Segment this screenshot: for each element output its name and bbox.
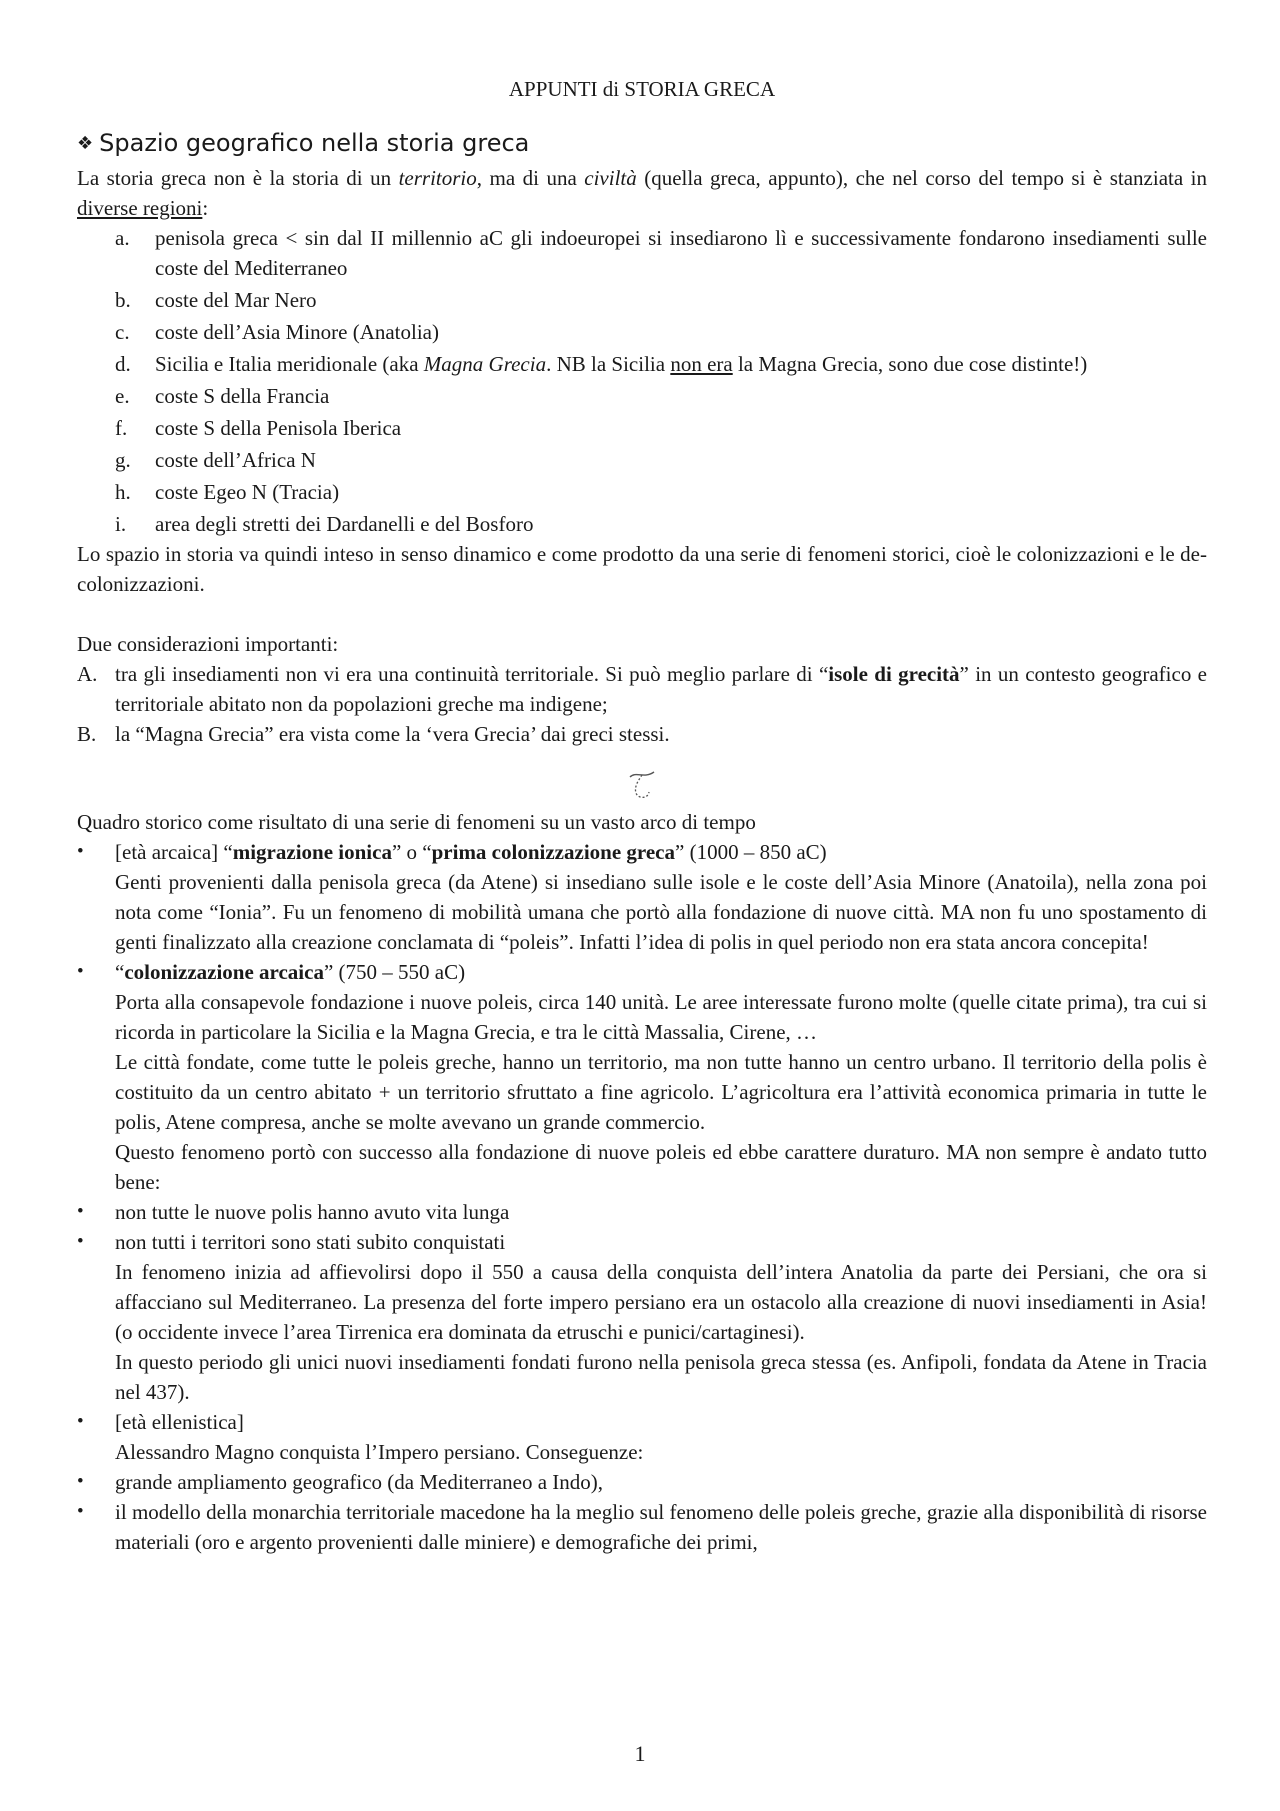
b4-description-1: In fenomeno inizia ad affievolirsi dopo il 550 a causa della conquista dell’intera Anatolia da parte dei Persiani, che ora si affacciano sul Mediterraneo. La presenza del forte impero persiano era un ostacolo alla creazione di nuovi insediamenti in Asia! (o occidente invece l’area Tirrenica era dominata da etruschi e punici/cartaginesi). bbox=[115, 1260, 1207, 1344]
quadro-intro: Quadro storico come risultato di una serie di fenomeni su un vasto arco di tempo bbox=[77, 810, 756, 834]
bullet-icon: • bbox=[77, 1231, 84, 1252]
list-item: e. coste S della Francia bbox=[115, 384, 330, 408]
regions-list bbox=[77, 223, 1207, 539]
b2-description-1: Porta alla consapevole fondazione i nuove poleis, circa 140 unità. Le aree interessate furono molte (quelle citate prima), tra cui si ricorda in particolare la Sicilia e la Magna Grecia, e tra le città Massalia, Cirene, … bbox=[115, 990, 1207, 1044]
b2-description-3: Questo fenomeno portò con successo alla fondazione di nuove poleis ed ebbe carattere duraturo. MA non sempre è andato tutto bene: bbox=[115, 1140, 1207, 1194]
list-item: b. coste del Mar Nero bbox=[115, 288, 317, 312]
list-item: c. coste dell’Asia Minore (Anatolia) bbox=[115, 320, 439, 344]
bullet-icon: • bbox=[77, 1471, 84, 1492]
bullet-icon: • bbox=[77, 1501, 84, 1522]
list-item: A. tra gli insediamenti non vi era una continuità territoriale. Si può meglio parlare di “isole di grecità” in un contesto geografico e territoriale abitato non da popolazioni greche ma indigene; bbox=[77, 662, 1207, 716]
bold-isole-di-grecita: isole di grecità bbox=[828, 662, 960, 686]
section-heading bbox=[77, 126, 1207, 163]
list-item: a. penisola greca < sin dal II millennio aC gli indoeuropei si insediarono lì e successivamente fondarono insediamenti sulle coste del Mediterraneo bbox=[115, 226, 1207, 280]
document-page bbox=[77, 70, 1207, 1557]
ornament-divider-icon bbox=[77, 761, 1207, 807]
list-item: • “colonizzazione arcaica” (750 – 550 aC) bbox=[77, 957, 1207, 987]
list-item: h. coste Egeo N (Tracia) bbox=[115, 480, 340, 504]
list-item: • il modello della monarchia territoriale macedone ha la meglio sul fenomeno delle poleis greche, grazie alla disponibilità di risorse materiali (oro e argento provenienti dalle miniere) e demografiche dei primi, bbox=[77, 1497, 1207, 1557]
considerations-list bbox=[77, 659, 1207, 749]
b1-description: Genti provenienti dalla penisola greca (da Atene) si insediano sulle isole e le coste dell’Asia Minore (Anatoila), nella zona poi nota come “Ionia”. Fu un fenomeno di mobilità umana che portò alla fondazione di nuove città. MA non fu uno spostamento di genti finalizzato alla creazione conclamata di “poleis”. Infatti l’idea di polis in quel periodo non era stata ancora concepita! bbox=[115, 870, 1207, 954]
section-heading-text: Spazio geografico nella storia greca bbox=[99, 129, 530, 157]
diamond-bullet-icon: ❖ bbox=[77, 133, 94, 154]
bullet-icon: • bbox=[77, 1201, 84, 1222]
list-item: f. coste S della Penisola Iberica bbox=[115, 416, 402, 440]
list-item: • [età ellenistica] bbox=[77, 1407, 1207, 1437]
list-item: • grande ampliamento geografico (da Mediterraneo a Indo), bbox=[77, 1467, 1207, 1497]
b2-description-2: Le città fondate, come tutte le poleis greche, hanno un territorio, ma non tutte hanno un centro urbano. Il territorio della polis è costituito da un centro abitato + un territorio sfruttato a fine agricolo. L’agricoltura era l’attività economica primaria in tutte le polis, Atene compresa, anche se molte avevano un grande commercio. bbox=[115, 1050, 1207, 1134]
list-item: d. Sicilia e Italia meridionale (aka Magna Grecia. NB la Sicilia non era la Magna Grecia, sono due cose distinte!) bbox=[115, 352, 1088, 376]
list-item: • non tutti i territori sono stati subito conquistati bbox=[77, 1227, 1207, 1257]
emphasis-civilta: civiltà bbox=[584, 166, 637, 190]
b5-description: Alessandro Magno conquista l’Impero persiano. Conseguenze: bbox=[115, 1440, 644, 1464]
emphasis-territorio: territorio bbox=[398, 166, 477, 190]
space-paragraph: Lo spazio in storia va quindi inteso in senso dinamico e come prodotto da una serie di fenomeni storici, cioè le colonizzazioni e le de-colonizzazioni. bbox=[77, 542, 1207, 596]
underlined-diverse-regioni: diverse regioni bbox=[77, 196, 203, 220]
b4-description-2: In questo periodo gli unici nuovi insediamenti fondati furono nella penisola greca stessa (es. Anfipoli, fondata da Atene in Tracia nel 437). bbox=[115, 1350, 1207, 1404]
underlined-non-era: non era bbox=[670, 352, 733, 376]
page-number: 1 bbox=[634, 1741, 646, 1766]
bullet-icon: • bbox=[77, 841, 84, 862]
quadro-list bbox=[77, 837, 1207, 867]
bullet-icon: • bbox=[77, 961, 84, 982]
list-item: • non tutte le nuove polis hanno avuto vita lunga bbox=[77, 1197, 1207, 1227]
bullet-icon: • bbox=[77, 1411, 84, 1432]
considerations-intro: Due considerazioni importanti: bbox=[77, 632, 339, 656]
list-item: B. la “Magna Grecia” era vista come la ‘vera Grecia’ dai greci stessi. bbox=[77, 722, 670, 746]
list-item: i. area degli stretti dei Dardanelli e del Bosforo bbox=[115, 512, 534, 536]
intro-paragraph: La storia greca non è la storia di un territorio, ma di una civiltà (quella greca, appunto), che nel corso del tempo si è stanziata in diverse regioni: bbox=[77, 166, 1207, 220]
list-item: g. coste dell’Africa N bbox=[115, 448, 316, 472]
list-item: • [età arcaica] “migrazione ionica” o “prima colonizzazione greca” (1000 – 850 aC) bbox=[77, 837, 1207, 867]
document-title: APPUNTI di STORIA GRECA bbox=[508, 77, 776, 101]
emphasis-magna-grecia: Magna Grecia bbox=[423, 352, 547, 376]
